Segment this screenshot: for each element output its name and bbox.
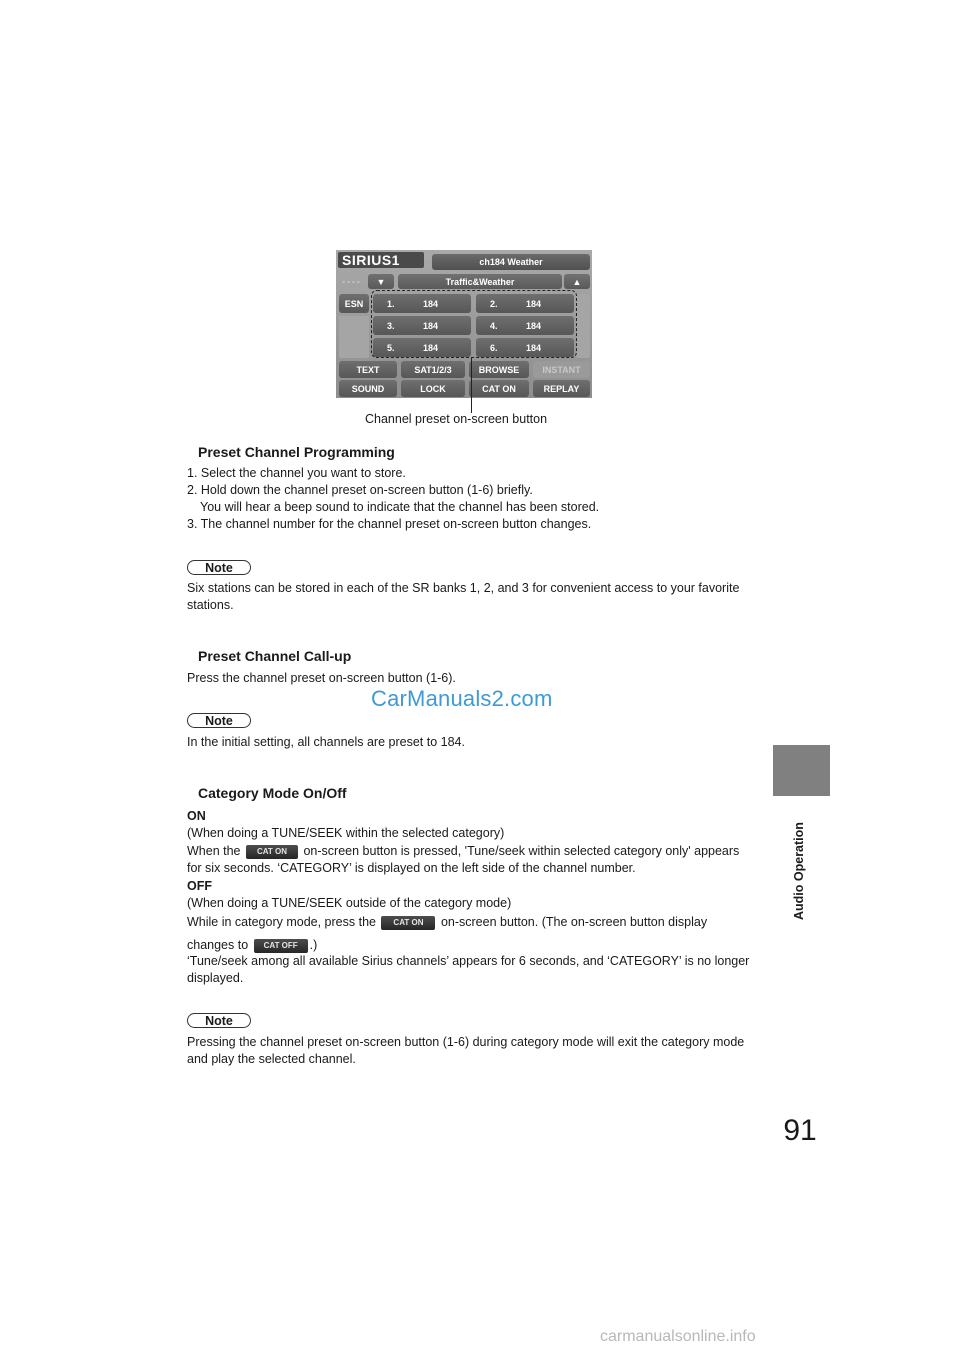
preset-channel: 184	[423, 298, 439, 309]
right-panel	[576, 294, 590, 358]
cat-on-button[interactable]: CAT ON	[469, 380, 529, 397]
step-2: 2. Hold down the channel preset on-screen button (1-6) briefly.	[187, 483, 533, 497]
category-on-block	[187, 808, 757, 842]
note-1-text: Six stations can be stored in each of the SR banks 1, 2, and 3 for convenient access to your favorite stations.	[187, 581, 740, 612]
note-badge: Note	[187, 713, 251, 728]
when-the-text: When the	[187, 844, 241, 858]
preset-highlight-box	[371, 290, 577, 358]
down-arrow-icon[interactable]: ▼	[368, 274, 394, 289]
preset-channel: 184	[526, 298, 542, 309]
page-number: 91	[783, 1114, 817, 1147]
footer-watermark: carmanualsonline.info	[600, 1328, 756, 1345]
side-label: Audio Operation	[792, 822, 806, 920]
preset-num: 1.	[387, 298, 395, 309]
watermark-text: CarManuals2.com	[371, 686, 553, 711]
instant-button[interactable]: INSTANT	[533, 361, 590, 378]
replay-button[interactable]: REPLAY	[533, 380, 590, 397]
preset-callup-text: Press the channel preset on-screen button (1-6).	[187, 671, 456, 685]
note-2-text: In the initial setting, all channels are preset to 184.	[187, 735, 465, 749]
lock-button[interactable]: LOCK	[401, 380, 465, 397]
step-2-detail: You will hear a beep sound to indicate that the channel has been stored.	[200, 500, 600, 514]
text-button[interactable]: TEXT	[339, 361, 397, 378]
category-off-block	[187, 878, 757, 912]
close-paren: .)	[309, 938, 318, 952]
browse-button[interactable]: BROWSE	[469, 361, 529, 378]
preset-num: 6.	[490, 342, 498, 353]
step-1: 1. Select the channel you want to store.	[187, 466, 406, 480]
preset-num: 3.	[387, 320, 395, 331]
category-label: Traffic&Weather	[398, 274, 562, 289]
on-description: (When doing a TUNE/SEEK within the selected category)	[187, 826, 505, 840]
off-result-text: ‘Tune/seek among all available Sirius channels’ appears for 6 seconds, and ‘CATEGORY’ is no longer displayed.	[187, 954, 750, 985]
note-badge: Note	[187, 1013, 251, 1028]
side-panel	[339, 316, 369, 358]
cat-on-button-image: CAT ON	[246, 845, 298, 859]
preset-programming-steps	[187, 465, 757, 533]
preset-channel: 184	[526, 342, 542, 353]
preset-num: 5.	[387, 342, 395, 353]
esn-button[interactable]: ESN	[339, 294, 369, 313]
cat-on-instruction	[187, 843, 757, 877]
preset-num: 2.	[490, 298, 498, 309]
changes-to-text: changes to	[187, 938, 249, 952]
mode-indicator: - - - -	[342, 277, 360, 286]
sound-button[interactable]: SOUND	[339, 380, 397, 397]
step-3: 3. The channel number for the channel preset on-screen button changes.	[187, 517, 592, 531]
on-label: ON	[187, 809, 206, 823]
preset-num: 4.	[490, 320, 498, 331]
cat-off-button-image: CAT OFF	[254, 939, 308, 953]
off-instruction-middle: on-screen button. (The on-screen button display	[440, 915, 708, 929]
section-tab	[773, 745, 830, 796]
channel-label: ch184 Weather	[432, 254, 590, 270]
section-title-category-mode: Category Mode On/Off	[198, 785, 347, 801]
off-description: (When doing a TUNE/SEEK outside of the category mode)	[187, 896, 512, 910]
callout-line	[471, 357, 472, 413]
source-title: SIRIUS1	[338, 252, 424, 268]
section-title-preset-programming: Preset Channel Programming	[198, 444, 395, 460]
cat-off-instruction	[187, 913, 757, 958]
preset-channel: 184	[423, 342, 439, 353]
section-title-preset-callup: Preset Channel Call-up	[198, 648, 352, 664]
off-label: OFF	[187, 879, 212, 893]
preset-channel: 184	[423, 320, 439, 331]
off-instruction-start: While in category mode, press the	[187, 915, 376, 929]
preset-channel: 184	[526, 320, 542, 331]
up-arrow-icon[interactable]: ▲	[564, 274, 590, 289]
cat-on-button-image: CAT ON	[381, 916, 435, 930]
cat-on-result-text: on-screen button is pressed, 'Tune/seek within selected category only' appears for six seconds. ‘CATEGORY’ is displayed on the left side of the channel number.	[187, 844, 740, 875]
figure-caption: Channel preset on-screen button	[365, 412, 548, 426]
sat-button[interactable]: SAT1/2/3	[401, 361, 465, 378]
note-3-text: Pressing the channel preset on-screen button (1-6) during category mode will exit the category mode and play the selected channel.	[187, 1035, 745, 1066]
note-badge: Note	[187, 560, 251, 575]
